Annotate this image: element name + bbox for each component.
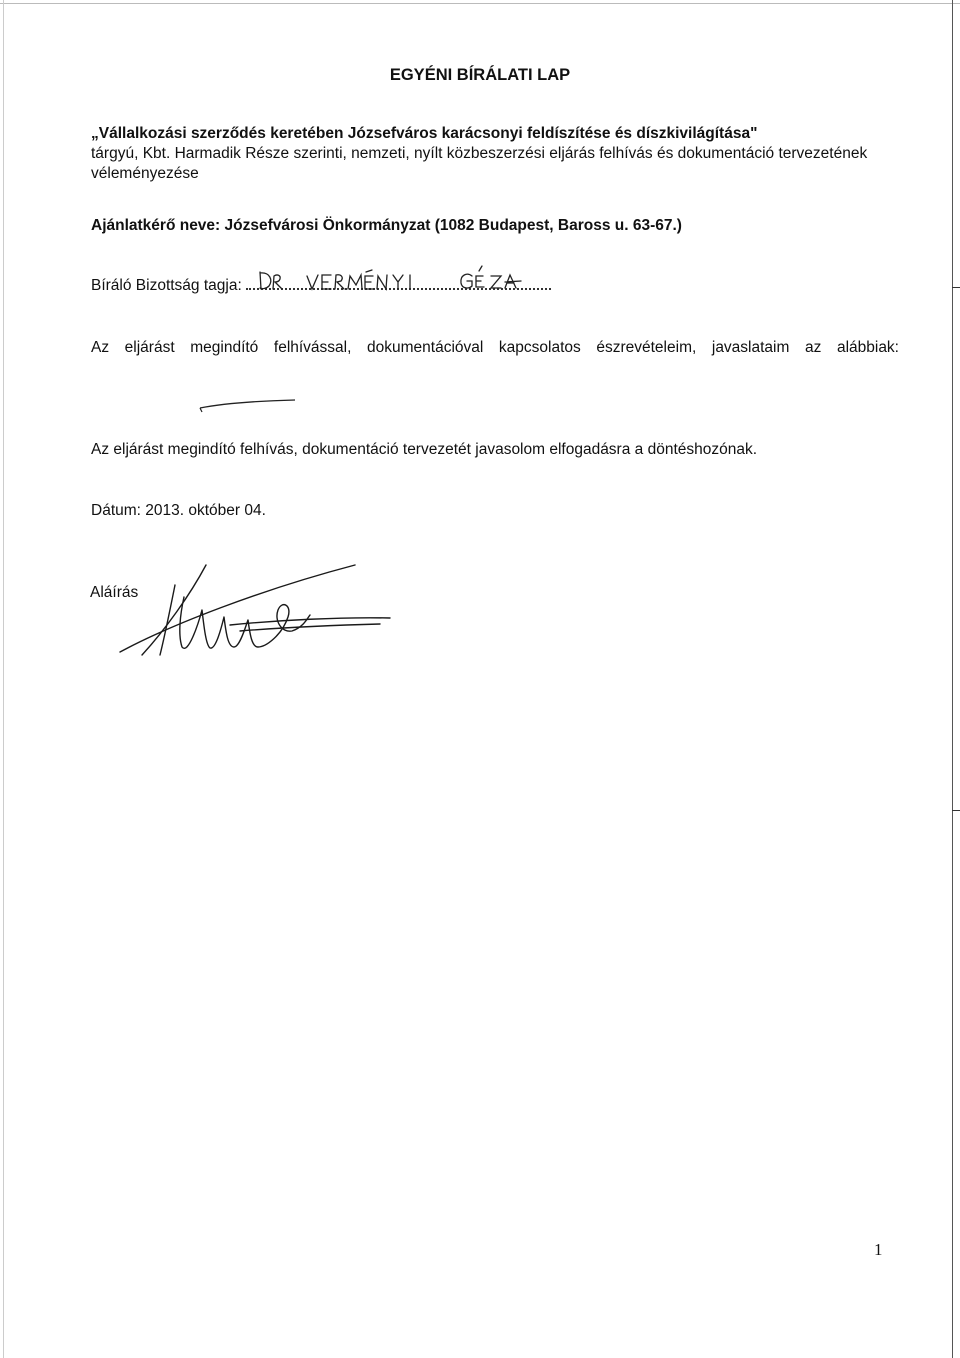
date-line: [91, 502, 266, 520]
page-edge-tick: [952, 810, 960, 811]
requester-value: Józsefvárosi Önkormányzat (1082 Budapest, Baross u. 63-67.): [224, 217, 682, 234]
remarks-label: Az eljárást megindító felhívással, dokumentációval kapcsolatos észrevételeim, javaslataim az alábbiak:: [91, 339, 899, 356]
reviewer-label: Bíráló Bizottság tagja:: [91, 277, 242, 294]
date-value: 2013. október 04.: [145, 502, 266, 519]
page-number: 1: [874, 1240, 883, 1259]
document-title: EGYÉNI BÍRÁLATI LAP: [389, 66, 571, 84]
signature-label: Aláírás: [90, 584, 139, 601]
page-edge-top: [0, 3, 960, 4]
page-edge-left: [3, 0, 4, 1358]
conclusion-statement: Az eljárást megindító felhívás, dokumentáció tervezetét javasolom elfogadásra a döntéshozónak.: [91, 441, 758, 458]
reviewer-handwritten-name: [255, 262, 555, 296]
requester-label: Ajánlatkérő neve:: [91, 217, 221, 234]
requester-line: [91, 217, 682, 235]
subject-block: [91, 124, 891, 184]
signature: [110, 555, 410, 665]
no-remarks-dash: [195, 396, 305, 414]
page-edge-tick: [952, 287, 960, 288]
page-edge-right: [952, 0, 953, 1358]
subject-title: „Vállalkozási szerződés keretében Józsefváros karácsonyi feldíszítése és díszkivilágítása": [91, 125, 758, 142]
date-label: Dátum:: [91, 502, 141, 519]
subject-description: tárgyú, Kbt. Harmadik Része szerinti, nemzeti, nyílt közbeszerzési eljárás felhívás és dokumentáció tervezetének véleményezése: [91, 145, 868, 182]
